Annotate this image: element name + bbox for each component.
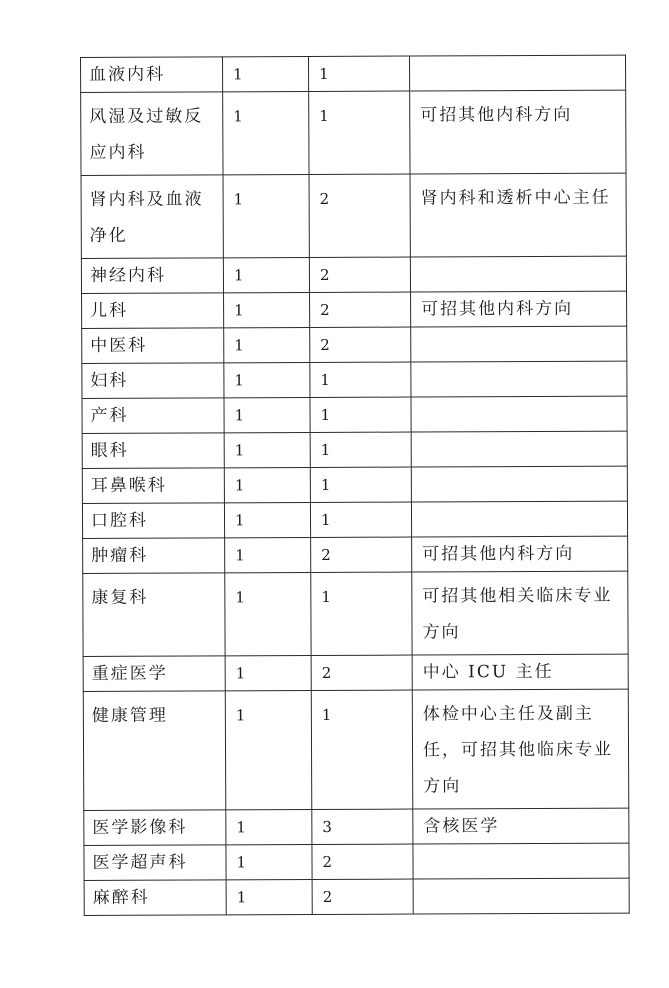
note-cell: [413, 878, 629, 914]
count-cell-b: 1: [311, 572, 412, 655]
count-cell-a: 1: [226, 879, 312, 914]
count-cell-a: 1: [225, 655, 311, 690]
count-cell-b: 1: [310, 362, 411, 397]
department-cell: 妇科: [82, 363, 224, 399]
count-cell-b: 3: [312, 809, 413, 844]
note-cell: [411, 361, 627, 397]
table-row: [82, 326, 627, 363]
department-cell: 麻醉科: [84, 880, 226, 916]
note-cell: 肾内科和透析中心主任: [410, 173, 626, 257]
department-cell: 口腔科: [82, 503, 224, 539]
count-cell-a: 1: [224, 432, 310, 467]
department-cell: 医学超声科: [84, 845, 226, 881]
count-cell-b: 1: [310, 502, 411, 537]
table-row: [83, 571, 628, 656]
department-cell: 康复科: [83, 573, 225, 657]
count-cell-a: 1: [224, 502, 310, 537]
note-cell: [411, 431, 627, 467]
table-row: [83, 689, 629, 810]
department-cell: 重症医学: [83, 656, 225, 692]
note-cell: 体检中心主任及副主任，可招其他临床专业方向: [412, 689, 629, 809]
note-cell: 可招其他内科方向: [411, 291, 627, 327]
note-cell: [411, 396, 627, 432]
count-cell-b: 2: [309, 174, 410, 257]
table-row: [81, 90, 626, 175]
table-row: [83, 654, 628, 691]
department-cell: 健康管理: [83, 691, 226, 811]
department-cell: 神经内科: [81, 258, 223, 294]
recruitment-table: [80, 55, 630, 916]
count-cell-b: 1: [310, 467, 411, 502]
count-cell-b: 1: [310, 397, 411, 432]
count-cell-b: 1: [309, 56, 410, 91]
count-cell-a: 1: [223, 258, 309, 293]
count-cell-b: 2: [310, 327, 411, 362]
table-row: [84, 878, 629, 915]
department-cell: 风湿及过敏反应内科: [81, 92, 223, 176]
recruitment-table-container: [80, 57, 625, 916]
table-row: [82, 466, 627, 503]
table-row: [82, 431, 627, 468]
note-cell: 可招其他相关临床专业方向: [412, 571, 628, 655]
note-cell: [411, 326, 627, 362]
count-cell-b: 2: [310, 292, 411, 327]
table-row: [82, 501, 627, 538]
department-cell: 儿科: [82, 293, 224, 329]
table-row: [81, 256, 626, 293]
note-cell: 可招其他内科方向: [410, 90, 626, 174]
count-cell-a: 1: [224, 467, 310, 502]
count-cell-b: 2: [312, 879, 413, 914]
table-row: [82, 291, 627, 328]
count-cell-a: 1: [224, 363, 310, 398]
note-cell: 中心 ICU 主任: [412, 654, 628, 690]
count-cell-a: 1: [226, 844, 312, 879]
count-cell-a: 1: [225, 572, 311, 655]
department-cell: 肿瘤科: [83, 538, 225, 574]
table-row: [81, 173, 626, 258]
table-row: [81, 55, 626, 92]
count-cell-a: 1: [226, 809, 312, 844]
department-cell: 中医科: [82, 328, 224, 364]
table-row: [82, 361, 627, 398]
count-cell-b: 2: [309, 257, 410, 292]
table-row: [84, 843, 629, 880]
count-cell-a: 1: [225, 537, 311, 572]
department-cell: 耳鼻喉科: [82, 468, 224, 504]
count-cell-b: 1: [311, 690, 413, 809]
count-cell-b: 2: [311, 655, 412, 690]
department-cell: 眼科: [82, 433, 224, 469]
department-cell: 血液内科: [81, 57, 223, 93]
note-cell: [410, 256, 626, 292]
count-cell-a: 1: [224, 293, 310, 328]
table-row: [82, 396, 627, 433]
note-cell: [409, 55, 625, 91]
count-cell-b: 1: [310, 432, 411, 467]
note-cell: [411, 501, 627, 537]
department-cell: 产科: [82, 398, 224, 434]
note-cell: 可招其他内科方向: [412, 536, 628, 572]
count-cell-a: 1: [223, 175, 309, 258]
note-cell: [411, 466, 627, 502]
count-cell-b: 1: [309, 91, 410, 174]
count-cell-a: 1: [225, 690, 312, 809]
count-cell-a: 1: [224, 397, 310, 432]
note-cell: [413, 843, 629, 879]
count-cell-a: 1: [224, 328, 310, 363]
count-cell-b: 2: [311, 537, 412, 572]
count-cell-b: 2: [312, 844, 413, 879]
department-cell: 医学影像科: [84, 810, 226, 846]
table-row: [84, 808, 629, 845]
count-cell-a: 1: [223, 57, 309, 92]
department-cell: 肾内科及血液净化: [81, 175, 223, 259]
table-row: [83, 536, 628, 573]
count-cell-a: 1: [223, 92, 309, 175]
note-cell: 含核医学: [413, 808, 629, 844]
